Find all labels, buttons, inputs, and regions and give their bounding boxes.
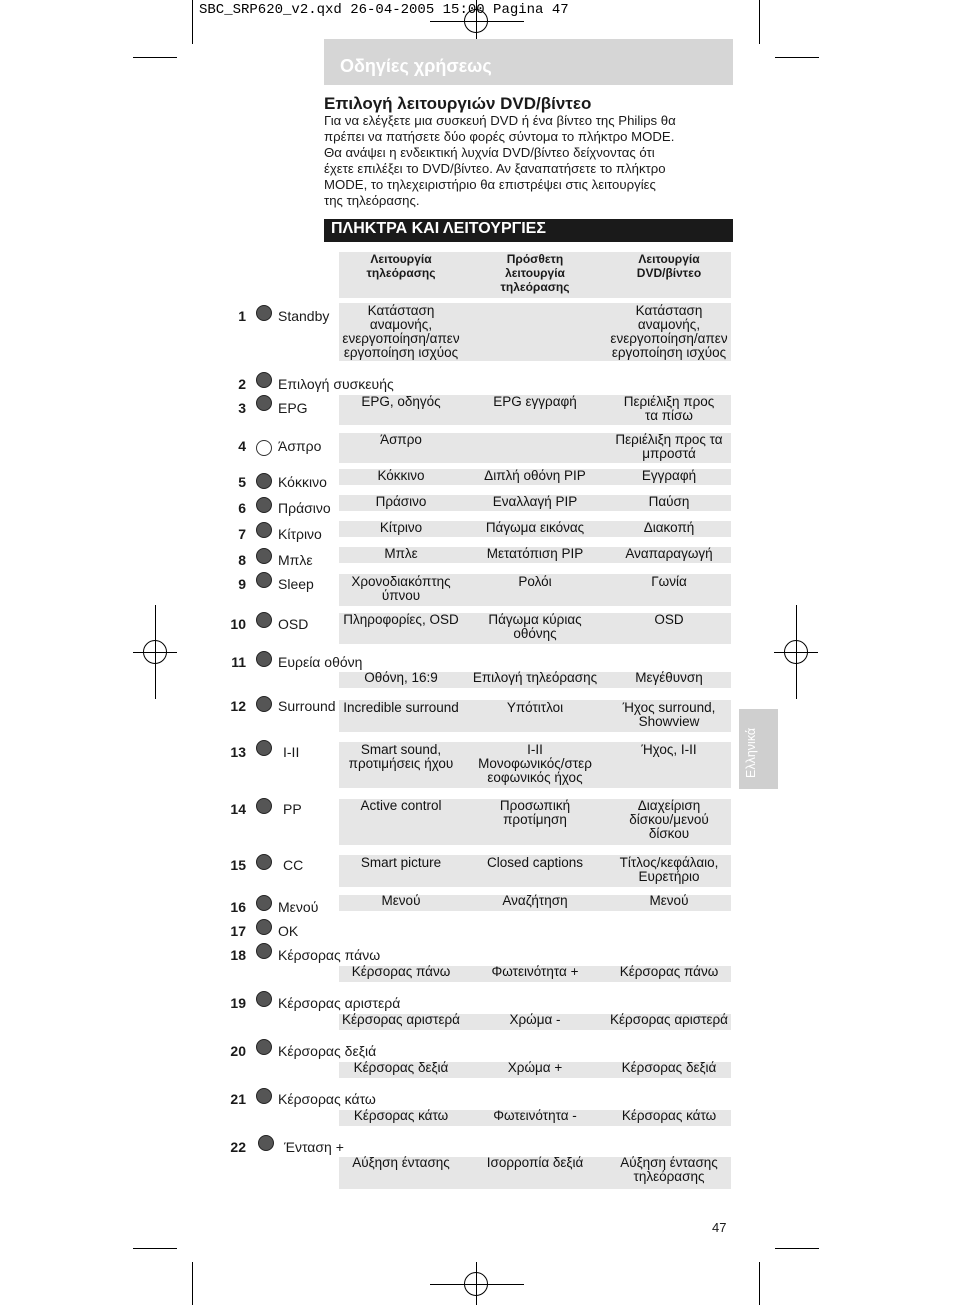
cell-line: αναμονής, xyxy=(369,317,433,332)
cell-line: Άσπρο xyxy=(380,432,422,447)
cell-line: Μεγέθυνση xyxy=(635,670,703,685)
row-number: 5 xyxy=(238,474,246,490)
row-number: 8 xyxy=(238,552,246,568)
key-name: CC xyxy=(283,857,304,873)
table-cell xyxy=(602,1061,736,1075)
row-number: 15 xyxy=(230,857,246,873)
table-cell xyxy=(602,1156,736,1184)
intro-line: πρέπει να πατήσετε δύο φορές σύντομα το πλήκτρο MODE. xyxy=(324,129,675,144)
table-cell xyxy=(468,1061,602,1075)
table-cell xyxy=(602,304,736,360)
cell-line: προτίμηση xyxy=(503,812,567,827)
remote-button-icon xyxy=(256,612,272,628)
key-name: Standby xyxy=(278,308,330,324)
page-number: 47 xyxy=(712,1220,727,1235)
crop-mark xyxy=(133,1248,177,1249)
column-header-line: τηλεόρασης xyxy=(500,280,570,294)
cell-line: Μπλε xyxy=(384,546,418,561)
table-cell xyxy=(468,495,602,509)
cell-line: προτιμήσεις ήχου xyxy=(348,756,454,771)
table-cell xyxy=(602,1013,736,1027)
cell-line: Κατάσταση xyxy=(635,303,703,318)
row-number: 18 xyxy=(230,947,246,963)
cell-line: OSD xyxy=(654,612,684,627)
table-cell xyxy=(334,894,468,908)
cell-line: εργοποίηση ισχύος xyxy=(611,345,727,360)
cell-line: Διακοπή xyxy=(643,520,695,535)
table-cell xyxy=(334,743,468,771)
table-cell xyxy=(334,575,468,603)
cell-line: Χρώμα - xyxy=(509,1012,561,1027)
row-number: 6 xyxy=(238,500,246,516)
remote-button-icon xyxy=(256,473,272,489)
cell-line: Closed captions xyxy=(486,855,584,870)
cell-line: Φωτεινότητα - xyxy=(493,1108,577,1123)
key-name: Κέρσορας δεξιά xyxy=(278,1043,377,1059)
remote-button-icon xyxy=(256,305,272,321)
remote-button-icon xyxy=(256,651,272,667)
table-cell xyxy=(468,965,602,979)
key-name: Μπλε xyxy=(278,552,313,568)
cell-line: Ήχος surround, xyxy=(622,700,716,715)
remote-button-icon xyxy=(256,1039,272,1055)
cell-line: Αύξηση έντασης xyxy=(352,1155,450,1170)
cell-line: Μενού xyxy=(381,893,421,908)
cell-line: Εναλλαγή PIP xyxy=(492,494,578,509)
cell-line: Κέρσορας κάτω xyxy=(621,1108,717,1123)
cell-line: Μετατόπιση PIP xyxy=(486,546,584,561)
key-name: Κόκκινο xyxy=(278,474,327,490)
cell-line: Κέρσορας αριστερά xyxy=(342,1012,460,1027)
key-name: Κίτρινο xyxy=(278,526,322,542)
crop-mark xyxy=(759,0,760,44)
cell-line: EPG εγγραφή xyxy=(493,394,577,409)
table-cell xyxy=(334,799,468,813)
key-name: Κέρσορας πάνω xyxy=(278,947,381,963)
key-name: OSD xyxy=(278,616,309,632)
column-header-line: Λειτουργία xyxy=(638,252,700,266)
table-cell xyxy=(334,965,468,979)
cell-line: Περιέλιξη προς τα xyxy=(615,432,723,447)
table-cell xyxy=(602,395,736,423)
registration-circle xyxy=(784,640,808,664)
cell-line: Διαχείριση xyxy=(637,798,701,813)
key-name: Surround xyxy=(278,698,336,714)
table-cell xyxy=(602,799,736,841)
cell-line: Αύξηση έντασης xyxy=(620,1155,718,1170)
cell-line: Showview xyxy=(638,714,700,729)
table-cell xyxy=(602,671,736,685)
cell-line: Αναπαραγωγή xyxy=(625,546,713,561)
table-cell xyxy=(602,1109,736,1123)
cell-line: Active control xyxy=(360,798,442,813)
column-header-dvd xyxy=(602,252,736,280)
table-cell xyxy=(468,469,602,483)
cell-line: Κόκκινο xyxy=(377,468,425,483)
column-header-line: DVD/βίντεο xyxy=(636,266,702,280)
cell-line: Φωτεινότητα + xyxy=(491,964,579,979)
table-cell xyxy=(468,521,602,535)
cell-line: Smart picture xyxy=(360,855,442,870)
table-cell xyxy=(602,521,736,535)
cell-line: τα πίσω xyxy=(645,408,693,423)
key-name: Κέρσορας κάτω xyxy=(278,1091,376,1107)
remote-button-icon xyxy=(256,740,272,756)
crop-mark xyxy=(133,57,177,58)
table-cell xyxy=(334,1061,468,1075)
cell-line: ενεργοποίηση/απεν xyxy=(342,331,460,346)
key-name: Μενού xyxy=(278,899,319,915)
table-cell xyxy=(334,495,468,509)
row-number: 10 xyxy=(230,616,246,632)
table-cell xyxy=(468,575,602,589)
row-number: 9 xyxy=(238,576,246,592)
row-number: 12 xyxy=(230,698,246,714)
remote-button-icon xyxy=(256,991,272,1007)
column-header-line: τηλεόρασης xyxy=(366,266,436,280)
file-slug: SBC_SRP620_v2.qxd 26-04-2005 15:00 Pagina 47 xyxy=(199,2,569,18)
column-header-extra xyxy=(468,252,602,294)
remote-button-icon xyxy=(256,372,272,388)
row-number: 22 xyxy=(230,1139,246,1155)
cell-line: Πράσινο xyxy=(375,494,427,509)
table-cell xyxy=(334,671,468,685)
remote-button-icon xyxy=(256,497,272,513)
table-cell xyxy=(468,1156,602,1170)
remote-button-icon xyxy=(256,943,272,959)
row-number: 16 xyxy=(230,899,246,915)
table-cell xyxy=(334,701,468,715)
intro-line: της τηλεόρασης. xyxy=(324,193,420,208)
cell-line: Μενού xyxy=(649,893,689,908)
table-cell xyxy=(468,395,602,409)
remote-button-icon xyxy=(256,854,272,870)
cell-line: εοφωνικός ήχος xyxy=(487,770,583,785)
table-cell xyxy=(334,613,468,627)
page-title: Οδηγίες χρήσεως xyxy=(340,56,492,76)
key-name: Ευρεία οθόνη xyxy=(278,654,363,670)
cell-line: Κέρσορας αριστερά xyxy=(610,1012,728,1027)
remote-button-icon xyxy=(256,440,272,456)
row-number: 3 xyxy=(238,400,246,416)
cell-line: Ευρετήριο xyxy=(638,869,700,884)
cell-line: εργοποίηση ισχύος xyxy=(343,345,459,360)
table-cell xyxy=(468,894,602,908)
key-name: Ένταση + xyxy=(284,1139,344,1155)
table-cell xyxy=(468,799,602,827)
cell-line: Εγγραφή xyxy=(641,468,697,483)
cell-line: Γωνία xyxy=(651,574,687,589)
column-header-line: λειτουργία xyxy=(505,266,565,280)
table-cell xyxy=(468,701,602,715)
cell-line: Κέρσορας πάνω xyxy=(351,964,451,979)
cell-line: Χρώμα + xyxy=(507,1060,563,1075)
cell-line: Αναζήτηση xyxy=(502,893,568,908)
cell-line: αναμονής, xyxy=(637,317,701,332)
key-name: Κέρσορας αριστερά xyxy=(278,995,401,1011)
key-name: Επιλογή συσκευής xyxy=(278,376,394,392)
table-cell xyxy=(602,547,736,561)
intro-line: Θα ανάψει η ενδεικτική λυχνία DVD/βίντεο δείχνοντας ότι xyxy=(324,145,655,160)
row-number: 19 xyxy=(230,995,246,1011)
cell-line: Incredible surround xyxy=(343,700,459,715)
cell-line: Υπότιτλοι xyxy=(506,700,564,715)
cell-line: Κίτρινο xyxy=(379,520,423,535)
table-cell xyxy=(602,433,736,461)
table-cell xyxy=(602,575,736,589)
section-subtitle: Επιλογή λειτουργιών DVD/βίντεο xyxy=(324,94,592,113)
table-cell xyxy=(334,856,468,870)
table-cell xyxy=(334,521,468,535)
table-cell xyxy=(334,395,468,409)
column-header-line: Πρόσθετη xyxy=(506,252,564,266)
crop-mark xyxy=(192,0,193,44)
column-header-tv xyxy=(334,252,468,280)
key-name: Πράσινο xyxy=(278,500,331,516)
cell-line: I-II xyxy=(527,742,543,757)
table-cell xyxy=(334,1156,468,1170)
row-number: 2 xyxy=(238,376,246,392)
registration-circle xyxy=(143,640,167,664)
intro-paragraph xyxy=(324,113,734,209)
cell-line: Κέρσορας δεξιά xyxy=(353,1060,449,1075)
cell-line: Επιλογή τηλεόρασης xyxy=(472,670,598,685)
row-number: 1 xyxy=(238,308,246,324)
cell-line: τηλεόρασης xyxy=(633,1169,705,1184)
cell-line: Προσωπική xyxy=(499,798,571,813)
crop-mark xyxy=(192,1262,193,1305)
table-cell xyxy=(602,894,736,908)
remote-button-icon xyxy=(256,895,272,911)
key-name: I-II xyxy=(283,744,300,760)
row-number: 21 xyxy=(230,1091,246,1107)
remote-button-icon xyxy=(258,1135,274,1151)
column-header-line: Λειτουργία xyxy=(370,252,432,266)
remote-button-icon xyxy=(256,395,272,411)
table-cell xyxy=(602,965,736,979)
crop-mark xyxy=(775,57,819,58)
table-cell xyxy=(468,743,602,785)
remote-button-icon xyxy=(256,919,272,935)
table-cell xyxy=(602,856,736,884)
table-cell xyxy=(468,671,602,685)
cell-line: Πάγωμα εικόνας xyxy=(485,520,585,535)
cell-line: Παύση xyxy=(648,494,690,509)
table-cell xyxy=(602,743,736,757)
cell-line: δίσκου xyxy=(648,826,690,841)
cell-line: EPG, οδηγός xyxy=(361,394,441,409)
registration-circle xyxy=(464,1272,488,1296)
remote-button-icon xyxy=(256,696,272,712)
cell-line: Κέρσορας δεξιά xyxy=(621,1060,717,1075)
cell-line: Μονοφωνικός/στερ xyxy=(478,756,592,771)
table-cell xyxy=(468,613,602,641)
intro-line: MODE, το τηλεχειριστήριο θα επιστρέψει στις λειτουργίες xyxy=(324,177,656,192)
table-cell xyxy=(334,1013,468,1027)
remote-button-icon xyxy=(256,1088,272,1104)
crop-mark xyxy=(759,1262,760,1305)
table-cell xyxy=(468,1109,602,1123)
cell-line: Κατάσταση xyxy=(367,303,435,318)
remote-button-icon xyxy=(256,798,272,814)
cell-line: Ρολόι xyxy=(518,574,552,589)
cell-line: Ισορροπία δεξιά xyxy=(486,1155,584,1170)
cell-line: δίσκου/μενού xyxy=(629,812,709,827)
key-name: PP xyxy=(283,801,302,817)
table-cell xyxy=(334,433,468,447)
cell-line: Κέρσορας πάνω xyxy=(619,964,719,979)
cell-line: μπροστά xyxy=(642,446,696,461)
table-cell xyxy=(334,469,468,483)
crop-mark xyxy=(775,1248,819,1249)
cell-line: Ήχος, I-II xyxy=(641,742,697,757)
table-cell xyxy=(602,613,736,627)
cell-line: Πληροφορίες, OSD xyxy=(343,612,459,627)
row-number: 4 xyxy=(238,438,246,454)
table-cell xyxy=(468,1013,602,1027)
row-number: 14 xyxy=(230,801,246,817)
cell-line: ύπνου xyxy=(381,588,421,603)
key-name: OK xyxy=(278,923,299,939)
cell-line: Χρονοδιακόπτης xyxy=(351,574,451,589)
table-cell xyxy=(468,856,602,870)
table-cell xyxy=(334,547,468,561)
intro-line: Για να ελέγξετε μια συσκευή DVD ή ένα βίντεο της Philips θα xyxy=(324,113,676,128)
row-number: 20 xyxy=(230,1043,246,1059)
cell-line: Smart sound, xyxy=(360,742,442,757)
cell-line: οθόνης xyxy=(513,626,557,641)
row-number: 7 xyxy=(238,526,246,542)
language-tab-label: Ελληνικά xyxy=(744,727,758,778)
remote-button-icon xyxy=(256,572,272,588)
cell-line: Περιέλιξη προς xyxy=(623,394,715,409)
remote-button-icon xyxy=(256,548,272,564)
intro-line: έχετε επιλέξει το DVD/βίντεο. Αν ξαναπατήσετε το πλήκτρο xyxy=(324,161,666,176)
row-number: 13 xyxy=(230,744,246,760)
key-name: Sleep xyxy=(278,576,314,592)
remote-button-icon xyxy=(256,522,272,538)
cell-line: Οθόνη, 16:9 xyxy=(364,670,438,685)
table-cell xyxy=(468,547,602,561)
key-name: Άσπρο xyxy=(278,438,322,454)
cell-line: Τίτλος/κεφάλαιο, xyxy=(619,855,719,870)
table-cell xyxy=(602,469,736,483)
cell-line: Πάγωμα κύριας xyxy=(488,612,582,627)
row-number: 11 xyxy=(231,654,246,670)
section-title: ΠΛΗΚΤΡΑ ΚΑΙ ΛΕΙΤΟΥΡΓΙΕΣ xyxy=(331,220,546,237)
row-number: 17 xyxy=(230,923,246,939)
cell-line: Διπλή οθόνη PIP xyxy=(484,468,586,483)
key-name: EPG xyxy=(278,400,308,416)
table-cell xyxy=(602,495,736,509)
cell-line: ενεργοποίηση/απεν xyxy=(610,331,728,346)
table-cell xyxy=(334,1109,468,1123)
cell-line: Κέρσορας κάτω xyxy=(353,1108,449,1123)
table-cell xyxy=(334,304,468,360)
table-cell xyxy=(602,701,736,729)
